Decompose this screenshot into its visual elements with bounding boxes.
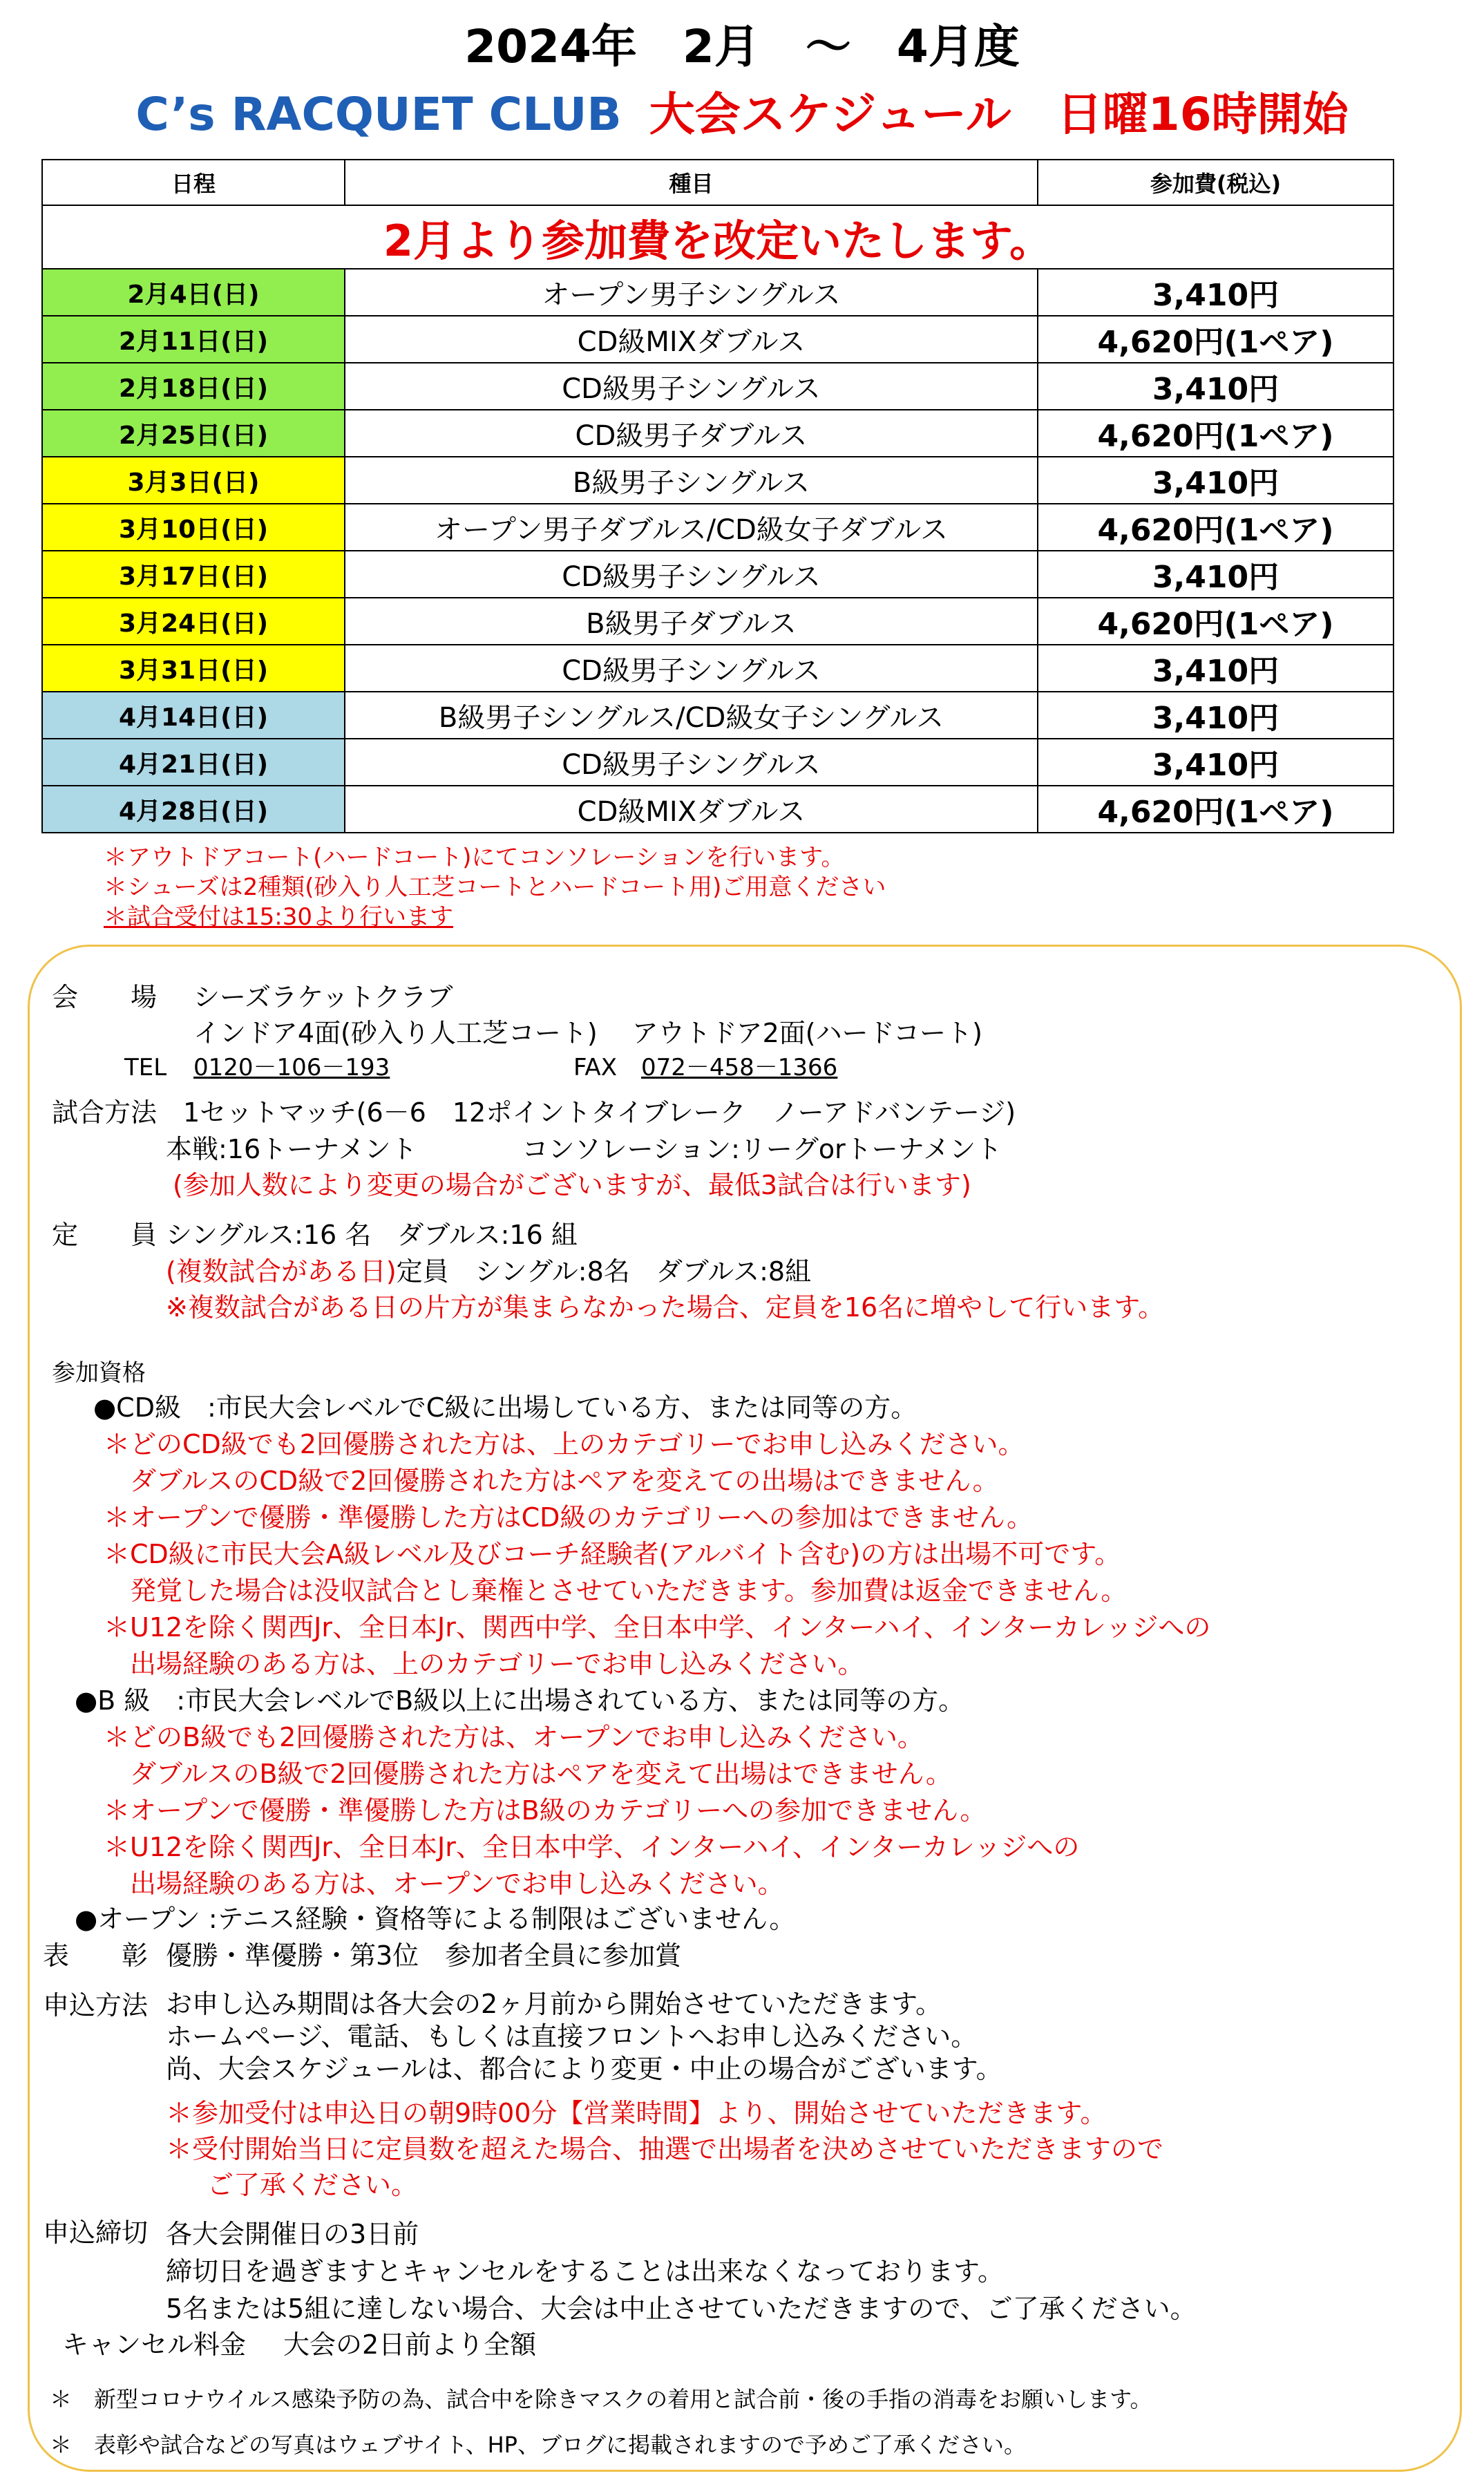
note-item: ＊アウトドアコート(ハードコート)にてコンソレーションを行います。 [104, 844, 845, 871]
page-title: 2024年 2月 ～ 4月度 [464, 20, 1020, 73]
row-fee: 4,620円(1ペア) [1038, 786, 1393, 833]
capacity-note: ※複数試合がある日の片方が集まらなかった場合、定員を16名に増やして行います。 [166, 1292, 1165, 1323]
row-date: 4月21日(日) [42, 739, 345, 786]
row-event: CD級男子ダブルス [345, 410, 1038, 457]
row-date: 3月17日(日) [42, 551, 345, 598]
deadline-line: 各大会開催日の3日前 [166, 2219, 419, 2249]
deadline-line: 締切日を過ぎますとキャンセルをすることは出来なくなっております。 [166, 2256, 1004, 2287]
cancel-text: 大会の2日前より全額 [283, 2329, 537, 2360]
table-row [42, 457, 1393, 504]
row-date: 2月4日(日) [42, 269, 345, 316]
footer-note: ＊ 表彰や試合などの写真はウェブサイト、HP、ブログに掲載されますので予めご了承ください。 [50, 2432, 1026, 2458]
table-row [42, 363, 1393, 410]
rule-line: 出場経験のある方は、上のカテゴリーでお申し込みください。 [104, 1649, 864, 1679]
table-row [42, 786, 1393, 833]
note-item: ＊シューズは2種類(砂入り人工芝コートとハードコート用)ご用意ください [104, 873, 886, 901]
application-note: ＊受付開始当日に定員数を超えた場合、抽選で出場者を決めさせていただきますので [166, 2134, 1164, 2164]
b-class-head: ●B 級 :市民大会レベルでB級以上に出場されている方、または同等の方。 [75, 1685, 965, 1716]
fax-label: FAX [573, 1054, 617, 1081]
table-row [42, 504, 1393, 551]
row-event: オープン男子ダブルス/CD級女子ダブルス [345, 504, 1038, 551]
rule-line: 出場経験のある方は、オープンでお申し込みください。 [104, 1869, 784, 1899]
row-event: CD級男子シングルス [345, 551, 1038, 598]
row-event: CD級男子シングルス [345, 645, 1038, 692]
rule-line: ＊どのCD級でも2回優勝された方は、上のカテゴリーでお申し込みください。 [104, 1429, 1025, 1459]
table-row [42, 739, 1393, 786]
rule-line: ダブルスのB級で2回優勝された方はペアを変えて出場はできません。 [104, 1759, 952, 1789]
application-note: ＊参加受付は申込日の朝9時00分【営業時間】より、開始させていただきます。 [166, 2098, 1107, 2128]
row-fee: 3,410円 [1038, 692, 1393, 739]
fax-number: 072－458－1366 [641, 1054, 838, 1081]
venue-name: シーズラケットクラブ [193, 982, 453, 1012]
tel-label: TEL [124, 1054, 167, 1081]
row-date: 4月14日(日) [42, 692, 345, 739]
rule-line: ＊CD級に市民大会A級レベル及びコーチ経験者(アルバイト含む)の方は出場不可です。 [104, 1539, 1121, 1569]
cd-class-head: ●CD級 :市民大会レベルでC級に出場している方、または同等の方。 [93, 1392, 917, 1423]
table-row [42, 551, 1393, 598]
venue-label: 会 場 [52, 982, 158, 1012]
footer-note: ＊ 新型コロナウイルス感染予防の為、試合中を除きマスクの着用と試合前・後の手指の消毒をお願いします。 [50, 2386, 1152, 2412]
b-class-rules [104, 1719, 1079, 1902]
deadline-line: 5名または5組に達しない場合、大会は中止させていただきますので、ご了承ください。 [166, 2293, 1197, 2324]
capacity-label: 定 員 [52, 1220, 158, 1250]
rule-line: ＊オープンで優勝・準優勝した方はCD級のカテゴリーへの参加はできません。 [104, 1502, 1034, 1533]
venue-courts: インドア4面(砂入り人工芝コート) アウトドア2面(ハードコート) [193, 1018, 982, 1048]
row-event: B級男子ダブルス [345, 598, 1038, 645]
row-event: CD級MIXダブルス [345, 316, 1038, 363]
capacity-line: シングルス:16 名 ダブルス:16 組 [166, 1220, 578, 1250]
subtitle-rest: 大会スケジュール 日曜16時開始 [649, 88, 1349, 141]
row-event: CD級男子シングルス [345, 363, 1038, 410]
row-fee: 3,410円 [1038, 645, 1393, 692]
capacity-line [166, 1254, 811, 1289]
row-fee: 3,410円 [1038, 739, 1393, 786]
schedule-notes [104, 843, 886, 932]
column-header-fee: 参加費(税込) [1038, 160, 1393, 205]
row-fee: 3,410円 [1038, 551, 1393, 598]
column-header-event: 種目 [345, 160, 1038, 205]
deadline-label: 申込締切 [43, 2217, 149, 2248]
rule-line: ＊どのB級でも2回優勝された方は、オープンでお申し込みください。 [104, 1722, 924, 1752]
table-row [42, 316, 1393, 363]
capacity-multi-day: (複数試合がある日) [166, 1256, 397, 1287]
row-date: 3月24日(日) [42, 598, 345, 645]
rule-line: 発覚した場合は没収試合とし棄権とさせていただきます。参加費は返金できません。 [104, 1576, 1128, 1606]
row-event: CD級男子シングルス [345, 739, 1038, 786]
method-line: 1セットマッチ(6－6 12ポイントタイブレーク ノーアドバンテージ) [183, 1097, 1016, 1128]
row-date: 3月10日(日) [42, 504, 345, 551]
schedule-table [41, 159, 1394, 833]
rule-line: ダブルスのCD級で2回優勝された方はペアを変えての出場はできません。 [104, 1466, 999, 1496]
row-date: 3月3日(日) [42, 457, 345, 504]
application-label: 申込方法 [43, 1990, 149, 2021]
rule-line: ＊U12を除く関西Jr、全日本Jr、関西中学、全日本中学、インターハイ、インターカレッジへの [104, 1612, 1211, 1643]
eligibility-label: 参加資格 [52, 1359, 146, 1387]
application-note: ご了承ください。 [207, 2170, 418, 2200]
row-date: 2月18日(日) [42, 363, 345, 410]
award-label: 表 彰 [43, 1940, 149, 1971]
capacity-multi-detail: 定員 シングル:8名 ダブルス:8組 [396, 1256, 812, 1287]
notice-row [42, 205, 1393, 269]
row-date: 2月11日(日) [42, 316, 345, 363]
column-header-date: 日程 [42, 160, 345, 205]
application-line: お申し込み期間は各大会の2ヶ月前から開始させていただきます。 [166, 1989, 942, 2019]
table-row [42, 410, 1393, 457]
table-row [42, 692, 1393, 739]
method-note: (参加人数により変更の場合がございますが、最低3試合は行います) [173, 1170, 971, 1200]
cd-class-rules [104, 1426, 1210, 1683]
table-row [42, 645, 1393, 692]
application-lines [166, 1988, 1002, 2086]
cancel-label: キャンセル料金 [62, 2329, 247, 2360]
row-fee: 4,620円(1ペア) [1038, 410, 1393, 457]
rule-line: ＊U12を除く関西Jr、全日本Jr、全日本中学、インターハイ、インターカレッジへの [104, 1832, 1080, 1862]
row-event: B級男子シングルス [345, 457, 1038, 504]
row-date: 2月25日(日) [42, 410, 345, 457]
table-row [42, 598, 1393, 645]
rule-line: ＊オープンで優勝・準優勝した方はB級のカテゴリーへの参加できません。 [104, 1795, 987, 1826]
row-event: B級男子シングルス/CD級女子シングルス [345, 692, 1038, 739]
row-event: CD級MIXダブルス [345, 786, 1038, 833]
method-line: 本戦:16トーナメント コンソレーション:リーグorトーナメント [166, 1134, 1002, 1164]
row-fee: 4,620円(1ペア) [1038, 316, 1393, 363]
row-fee: 3,410円 [1038, 363, 1393, 410]
row-event: オープン男子シングルス [345, 269, 1038, 316]
page-subtitle [0, 77, 1484, 143]
application-line: 尚、大会スケジュールは、都合により変更・中止の場合がございます。 [166, 2054, 1002, 2084]
table-header-row [42, 160, 1393, 205]
tel-number: 0120－106－193 [193, 1054, 390, 1081]
deadline-lines [166, 2215, 1197, 2327]
application-red-notes [166, 2095, 1163, 2203]
row-fee: 4,620円(1ペア) [1038, 598, 1393, 645]
row-date: 4月28日(日) [42, 786, 345, 833]
club-name: C’s RACQUET CLUB [135, 88, 622, 141]
application-line: ホームページ、電話、もしくは直接フロントへお申し込みください。 [166, 2021, 978, 2052]
row-date: 3月31日(日) [42, 645, 345, 692]
fee-revision-notice: 2月より参加費を改定いたします。 [42, 205, 1393, 269]
method-label: 試合方法 [52, 1097, 158, 1128]
row-fee: 4,620円(1ペア) [1038, 504, 1393, 551]
open-class-head: ●オープン :テニス経験・資格等による制限はございません。 [75, 1904, 796, 1934]
award-text: 優勝・準優勝・第3位 参加者全員に参加賞 [166, 1940, 682, 1971]
note-item: ＊試合受付は15:30より行います [104, 903, 453, 931]
table-row [42, 269, 1393, 316]
row-fee: 3,410円 [1038, 269, 1393, 316]
row-fee: 3,410円 [1038, 457, 1393, 504]
